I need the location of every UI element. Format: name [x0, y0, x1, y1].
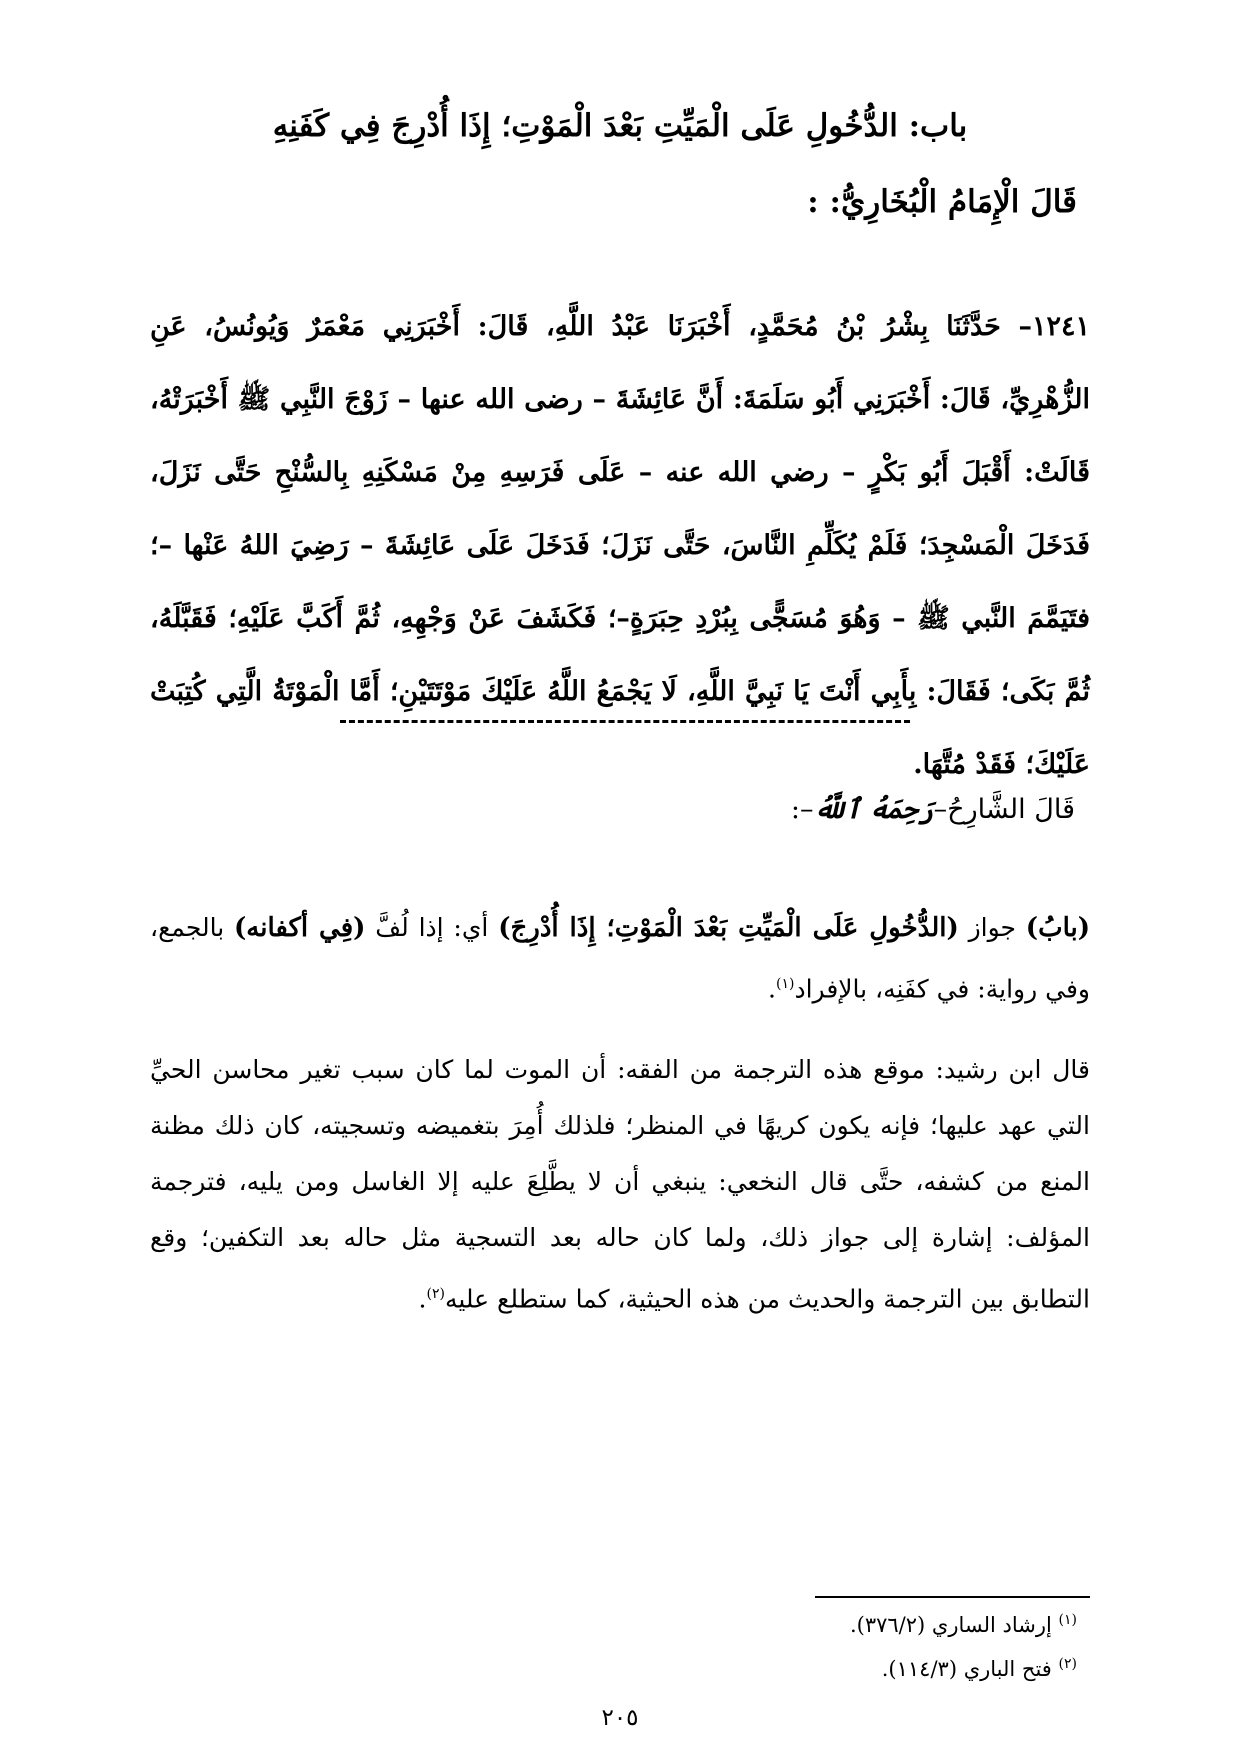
- footnote-text: فتح الباري (١١٤/٣).: [881, 1657, 1059, 1681]
- commentary-paragraph-2: [150, 1042, 1090, 1327]
- commentary-text: .: [418, 1284, 427, 1314]
- footnote-1: [850, 1612, 1077, 1637]
- footnote-marker: (١): [1058, 1612, 1077, 1628]
- commentary-text: أي: إذا لُفَّ: [365, 913, 499, 942]
- chapter-heading: باب: الدُّخُولِ عَلَى الْمَيِّتِ بَعْدَ الْمَوْتِ؛ إِذَا أُدْرِجَ فِي كَفَنِهِ: [272, 108, 968, 144]
- footnote-2: [882, 1656, 1077, 1681]
- commentary-paragraph-1: [150, 900, 1090, 1017]
- commentary-text: بالجمع، وفي رواية: في كفَنِه، بالإفراد: [150, 913, 1090, 1004]
- sharih-prefix: قَالَ الشَّارِحُ–: [933, 794, 1075, 825]
- footnote-ref: (١): [775, 976, 795, 992]
- footnote-rule: [815, 1596, 1090, 1598]
- imam-heading: قَالَ الْإِمَامُ الْبُخَارِيُّ: :: [807, 184, 1077, 220]
- footnote-text: إرشاد الساري (٣٧٦/٢).: [849, 1613, 1059, 1637]
- commentary-text: .: [768, 974, 776, 1004]
- commentary-text: قال ابن رشيد: موقع هذه الترجمة من الفقه: أن الموت لما كان سبب تغير محاسن الحيِّ التي عهد عليها؛ فإنه يكون كريهًا في المنظر؛ فلذلك أُمِرَ بتغميضه وتسجيته، كان ذلك مظنة المنع من كشفه، حتَّى قال النخعي: ينبغي أن لا يطَّلِعَ عليه إلا الغاسل ومن يليه، فترجمة المؤلف: إشارة إلى جواز ذلك، ولما كان حاله بعد التسجية مثل حاله بعد التكفين؛ وقع التطابق بين الترجمة والحديث من هذه الحيثية، كما ستطلع عليه: [150, 1055, 1090, 1314]
- quoted-term: (فِي أكفانه): [233, 913, 366, 943]
- hadith-number: ١٢٤١–: [1018, 311, 1090, 342]
- hadith-text: [150, 290, 1090, 801]
- hadith-body: حَدَّثَنَا بِشْرُ بْنُ مُحَمَّدٍ، أَخْبَرَنَا عَبْدُ اللَّهِ، قَالَ: أَخْبَرَنِي مَعْمَرٌ وَيُونُسُ، عَنِ الزُّهْرِيِّ، قَالَ: أَخْبَرَنِي أَبُو سَلَمَةَ: أَنَّ عَائِشَةَ – رضى الله عنها – زَوْجَ النَّبِي ﷺ أَخْبَرَتْهُ، قَالَتْ: أَقْبَلَ أَبُو بَكْرٍ – رضي الله عنه – عَلَى فَرَسِهِ مِنْ مَسْكَنِهِ بِالسُّنْحِ حَتَّى نَزَلَ، فَدَخَلَ الْمَسْجِدَ؛ فَلَمْ يُكَلِّمِ النَّاسَ، حَتَّى نَزَلَ؛ فَدَخَلَ عَلَى عَائِشَةَ – رَضِيَ اللهُ عَنْها –؛ فتَيَمَّمَ النَّبي ﷺ – وَهُوَ مُسَجًّى بِبُرْدِ حِبَرَةٍ–؛ فَكَشَفَ عَنْ وَجْهِهِ، ثُمَّ أَكَبَّ عَلَيْهِ؛ فَقَبَّلَهُ، ثُمَّ بَكَى؛ فَقَالَ: بِأَبِي أَنْتَ يَا نَبِيَّ اللَّهِ، لَا يَجْمَعُ اللَّهُ عَلَيْكَ مَوْتَتَيْنِ؛ أَمَّا الْمَوْتَةُ الَّتِي كُتِبَتْ عَلَيْكَ؛ فَقَدْ مُتَّهَا.: [150, 311, 1090, 780]
- commentary-text: جواز: [958, 913, 1026, 942]
- dashed-separator: [340, 720, 910, 723]
- bab-term: (بابُ): [1025, 913, 1091, 943]
- rahimahu-calligraphy: رَحِمَهُ ٱللَّهُ: [813, 794, 934, 825]
- footnote-ref: (٢): [426, 1286, 445, 1302]
- footnote-marker: (٢): [1058, 1656, 1077, 1672]
- sharih-heading: [791, 794, 1075, 825]
- page-number: ٢٠٥: [601, 1705, 639, 1731]
- quoted-title: (الدُّخُولِ عَلَى الْمَيِّتِ بَعْدَ الْمَوْتِ؛ إِذَا أُدْرِجَ): [498, 913, 959, 943]
- sharih-suffix: –:: [790, 794, 814, 825]
